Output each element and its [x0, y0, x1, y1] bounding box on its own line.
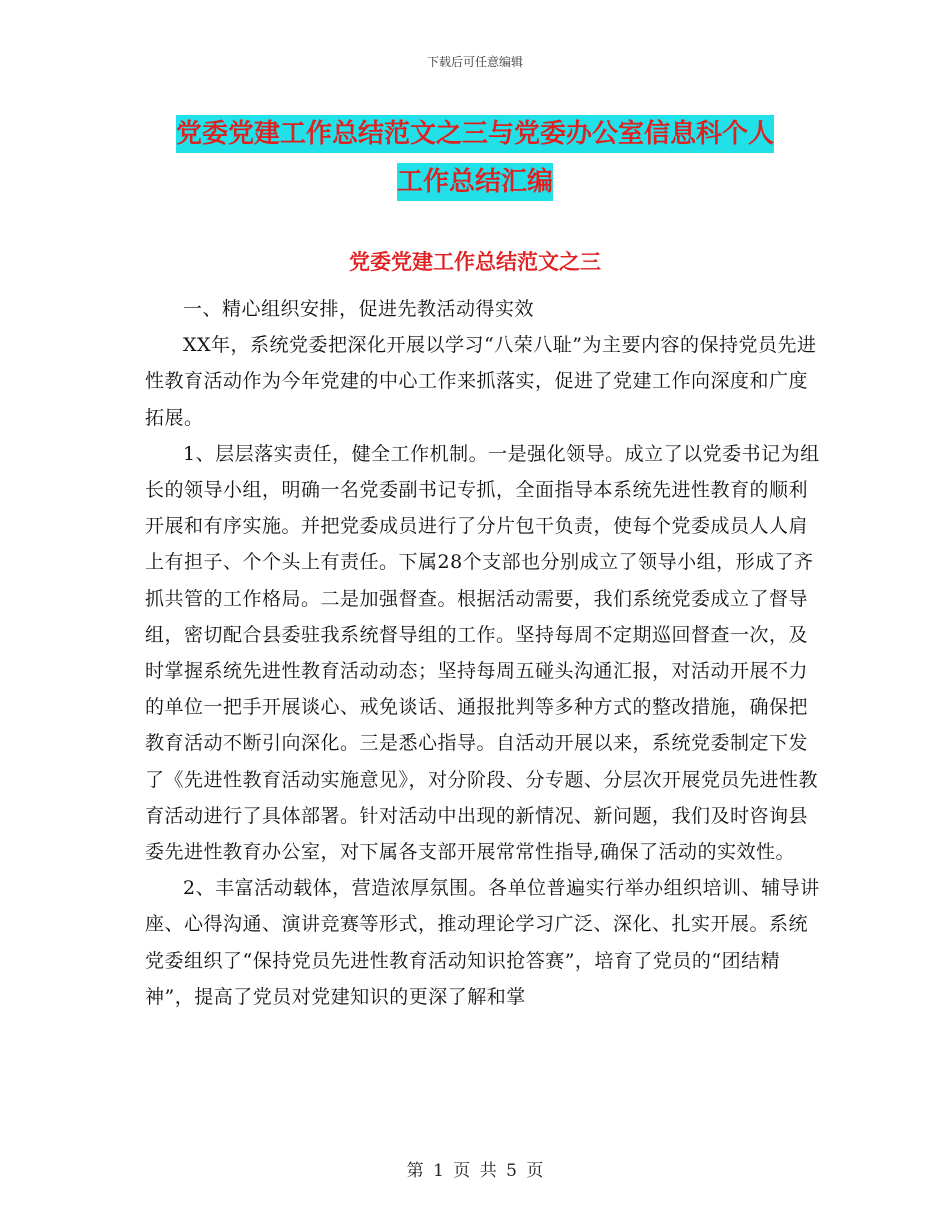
- document-title: [0, 110, 950, 206]
- page-number: 第 1 页 共 5 页: [406, 1161, 544, 1181]
- header-note: 下载后可任意编辑: [426, 55, 523, 69]
- paragraph-heading: 一、精心组织安排，促进先教活动得实效: [183, 298, 535, 320]
- document-body: [145, 291, 825, 1015]
- paragraph: XX年，系统党委把深化开展以学习“八荣八耻”为主要内容的保持党员先进性教育活动作为今年党建的中心工作来抓落实，促进了党建工作向深度和广度拓展。: [145, 334, 817, 429]
- document-title-line1: 党委党建工作总结范文之三与党委办公室信息科个人: [176, 115, 774, 153]
- document-title-line2: 工作总结汇编: [397, 163, 553, 201]
- section-title: 党委党建工作总结范文之三: [349, 250, 601, 274]
- paragraph: 1、层层落实责任，健全工作机制。一是强化领导。成立了以党委书记为组长的领导小组，明确一名党委副书记专抓，全面指导本系统先进性教育的顺利开展和有序实施。并把党委成员进行了分片包干负责，使每个党委成员人人肩上有担子、个个头上有责任。下属28个支部也分别成立了领导小组，形成了齐抓共管的工作格局。二是加强督查。根据活动需要，我们系统党委成立了督导组，密切配合县委驻我系统督导组的工作。坚持每周不定期巡回督查一次，及时掌握系统先进性教育活动动态；坚持每周五碰头沟通汇报，对活动开展不力的单位一把手开展谈心、戒免谈话、通报批判等多种方式的整改措施，确保把教育活动不断引向深化。三是悉心指导。自活动开展以来，系统党委制定下发了《先进性教育活动实施意见》，对分阶段、分专题、分层次开展党员先进性教育活动进行了具体部署。针对活动中出现的新情况、新问题，我们及时咨询县委先进性教育办公室，对下属各支部开展常常性指导,确保了活动的实效性。: [145, 442, 820, 864]
- paragraph: 2、丰富活动载体，营造浓厚氛围。各单位普遍实行举办组织培训、辅导讲座、心得沟通、演讲竞赛等形式，推动理论学习广泛、深化、扎实开展。系统党委组织了“保持党员先进性教育活动知识抢答赛”，培育了党员的“团结精神”，提高了党员对党建知识的更深了解和掌: [145, 877, 820, 1008]
